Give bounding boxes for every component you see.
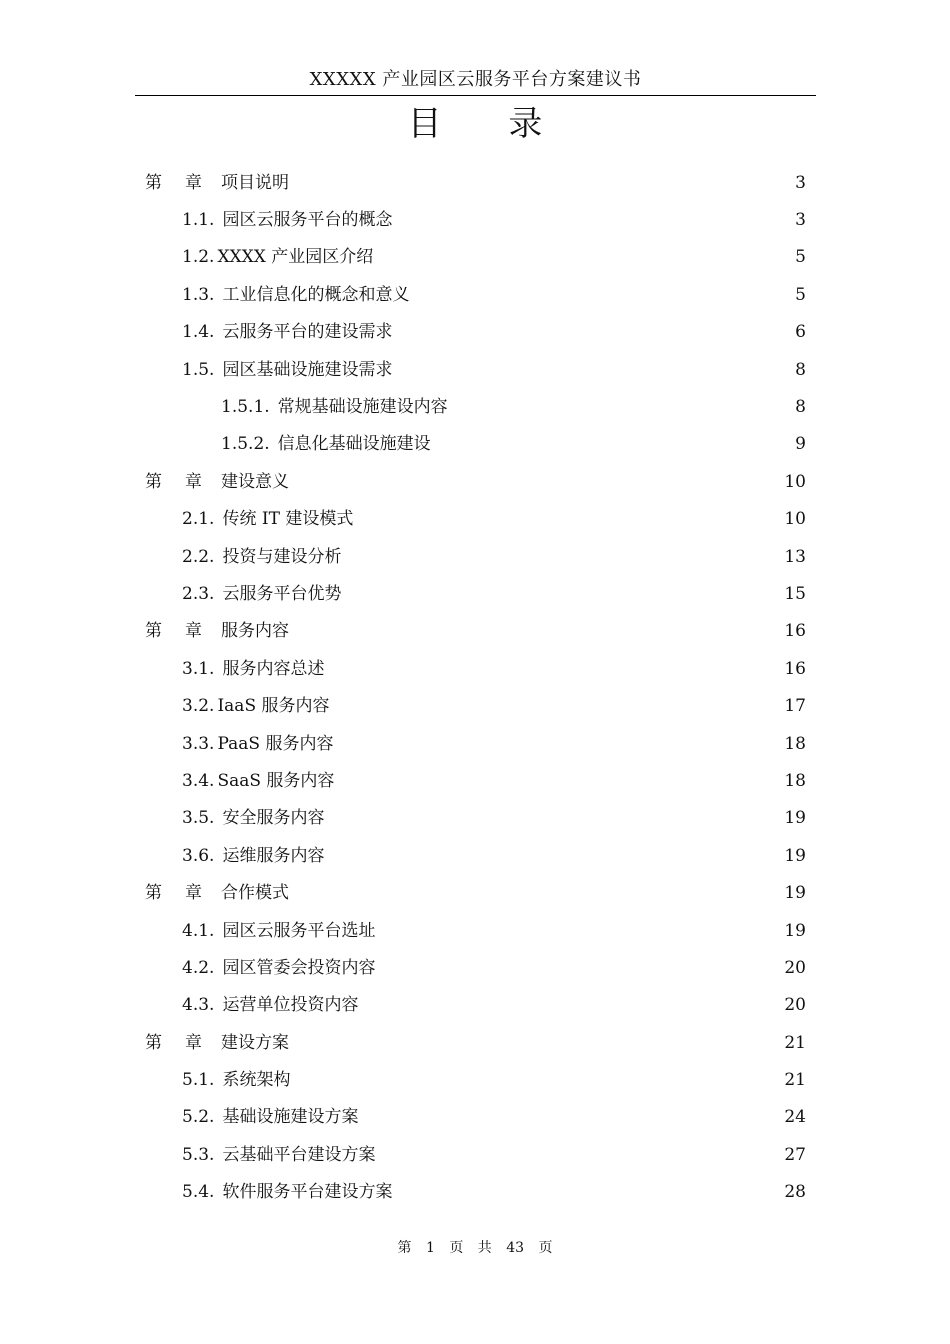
toc-section-entry[interactable] <box>0 239 950 276</box>
toc-section-entry[interactable] <box>0 837 950 874</box>
toc-dot-leader <box>293 172 775 194</box>
toc-entry-number: 1.3. <box>182 284 215 305</box>
toc-subsection-entry[interactable] <box>0 388 950 425</box>
toc-chapter-entry[interactable] <box>0 164 950 201</box>
toc-page-number: 6 <box>795 322 806 343</box>
toc-dot-leader <box>362 994 775 1016</box>
toc-entry-title: 常规基础设施建设内容 <box>277 397 448 418</box>
toc-page-number: 17 <box>784 696 806 717</box>
toc-entry-number: 4.3. <box>182 995 215 1016</box>
footer-label-before: 第 <box>397 1240 412 1256</box>
toc-page-number: 19 <box>784 845 806 866</box>
toc-page-number: 19 <box>784 808 806 829</box>
toc-chapter-label-a: 第 <box>145 621 162 642</box>
toc-page-number: 10 <box>784 509 806 530</box>
toc-page-number: 13 <box>784 546 806 567</box>
toc-dot-leader <box>396 1181 775 1203</box>
toc-dot-leader <box>328 845 775 867</box>
toc-page-number: 5 <box>795 247 806 268</box>
toc-dot-leader <box>396 359 775 381</box>
toc-dot-leader <box>338 770 775 792</box>
header-rule <box>135 95 816 96</box>
toc-entry-title: 云基础平台建设方案 <box>222 1144 376 1165</box>
toc-dot-leader <box>379 957 775 979</box>
footer-current-page: 1 <box>425 1240 435 1256</box>
toc-entry-title: 园区基础设施建设需求 <box>222 359 393 380</box>
toc-page-number: 15 <box>784 583 806 604</box>
toc-page-number: 19 <box>784 920 806 941</box>
toc-page-number: 20 <box>784 995 806 1016</box>
running-header: XXXXX 产业园区云服务平台方案建议书 <box>309 69 642 90</box>
toc-dot-leader <box>293 471 775 493</box>
toc-page-number: 3 <box>795 210 806 231</box>
toc-entry-number: 1.5.2. <box>221 434 270 455</box>
toc-page-number: 8 <box>795 397 806 418</box>
toc-entry-number: 3.5. <box>182 808 215 829</box>
toc-dot-leader <box>379 920 775 942</box>
toc-page-number: 5 <box>795 284 806 305</box>
toc-entry-title: IaaS 服务内容 <box>217 696 330 717</box>
toc-entry-number: 3.6. <box>182 845 215 866</box>
toc-dot-leader <box>379 1144 775 1166</box>
toc-section-entry[interactable] <box>0 762 950 799</box>
toc-chapter-label-a: 第 <box>145 172 162 193</box>
toc-dot-leader <box>435 433 775 455</box>
toc-entry-title: 系统架构 <box>222 1070 291 1091</box>
toc-entry-title: 云服务平台优势 <box>222 583 342 604</box>
toc-chapter-label-b: 章 <box>185 172 202 193</box>
toc-chapter-number <box>145 471 221 493</box>
toc-dot-leader <box>362 1106 775 1128</box>
toc-dot-leader <box>377 246 775 268</box>
toc-chapter-label-b: 章 <box>185 883 202 904</box>
toc-chapter-number <box>145 882 221 904</box>
toc-chapter-entry[interactable] <box>0 613 950 650</box>
toc-title: 目 录 <box>407 104 571 144</box>
toc-entry-title: 投资与建设分析 <box>222 546 342 567</box>
toc-page-number: 24 <box>784 1107 806 1128</box>
toc-section-entry[interactable] <box>0 276 950 313</box>
toc-page-number: 28 <box>784 1182 806 1203</box>
toc-entry-title: 项目说明 <box>221 172 289 193</box>
footer-label-after: 页 <box>538 1240 553 1256</box>
toc-page-number: 20 <box>784 957 806 978</box>
toc-entry-title: 运维服务内容 <box>222 845 325 866</box>
toc-section-entry[interactable] <box>0 1099 950 1136</box>
toc-entry-number: 2.1. <box>182 509 215 530</box>
table-of-contents <box>0 164 950 1211</box>
toc-entry-title: 园区云服务平台的概念 <box>222 210 393 231</box>
toc-entry-title: PaaS 服务内容 <box>217 733 334 754</box>
toc-section-entry[interactable] <box>0 1061 950 1098</box>
toc-page-number: 19 <box>784 883 806 904</box>
toc-entry-number: 4.2. <box>182 957 215 978</box>
footer-label-total: 共 <box>477 1240 492 1256</box>
toc-dot-leader <box>357 508 775 530</box>
toc-dot-leader <box>294 1069 775 1091</box>
toc-entry-number: 1.4. <box>182 322 215 343</box>
toc-page-number: 18 <box>784 770 806 791</box>
toc-dot-leader <box>293 620 775 642</box>
toc-entry-title: 传统 IT 建设模式 <box>222 509 354 530</box>
toc-dot-leader <box>345 583 775 605</box>
toc-entry-title: 建设意义 <box>221 471 289 492</box>
toc-page-number: 16 <box>784 621 806 642</box>
toc-entry-number: 5.3. <box>182 1144 215 1165</box>
toc-subsection-entry[interactable] <box>0 426 950 463</box>
toc-chapter-entry[interactable] <box>0 874 950 911</box>
toc-page-number: 27 <box>784 1144 806 1165</box>
toc-entry-title: XXXX 产业园区介绍 <box>217 247 374 268</box>
toc-dot-leader <box>334 695 776 717</box>
toc-dot-leader <box>328 807 775 829</box>
toc-entry-number: 5.1. <box>182 1070 215 1091</box>
toc-dot-leader <box>293 1032 775 1054</box>
toc-section-entry[interactable] <box>0 650 950 687</box>
toc-dot-leader <box>337 733 775 755</box>
toc-entry-title: 工业信息化的概念和意义 <box>222 284 410 305</box>
page-footer <box>0 1238 950 1258</box>
toc-page-number: 10 <box>784 471 806 492</box>
toc-entry-number: 3.4. <box>182 770 215 791</box>
toc-entry-number: 1.1. <box>182 210 215 231</box>
toc-chapter-number <box>145 172 221 194</box>
toc-section-entry[interactable] <box>0 538 950 575</box>
toc-section-entry[interactable] <box>0 201 950 238</box>
toc-section-entry[interactable] <box>0 501 950 538</box>
toc-entry-number: 3.1. <box>182 658 215 679</box>
toc-dot-leader <box>345 546 775 568</box>
toc-entry-title: 服务内容 <box>221 621 289 642</box>
toc-page-number: 21 <box>784 1070 806 1091</box>
toc-entry-number: 2.2. <box>182 546 215 567</box>
toc-entry-number: 1.2. <box>182 247 215 268</box>
toc-entry-number: 1.5.1. <box>221 397 270 418</box>
toc-dot-leader <box>396 209 775 231</box>
toc-section-entry[interactable] <box>0 725 950 762</box>
toc-section-entry[interactable] <box>0 987 950 1024</box>
toc-entry-title: 建设方案 <box>221 1032 289 1053</box>
toc-page-number: 9 <box>795 434 806 455</box>
toc-entry-title: 合作模式 <box>221 883 289 904</box>
toc-chapter-entry[interactable] <box>0 1024 950 1061</box>
toc-section-entry[interactable] <box>0 1136 950 1173</box>
footer-total-pages: 43 <box>506 1240 525 1256</box>
toc-entry-title: 软件服务平台建设方案 <box>222 1182 393 1203</box>
toc-entry-number: 1.5. <box>182 359 215 380</box>
toc-chapter-label-b: 章 <box>185 1032 202 1053</box>
toc-entry-number: 5.4. <box>182 1182 215 1203</box>
toc-dot-leader <box>328 658 775 680</box>
toc-entry-number: 5.2. <box>182 1107 215 1128</box>
toc-entry-title: 信息化基础设施建设 <box>277 434 431 455</box>
toc-page-number: 21 <box>784 1032 806 1053</box>
toc-chapter-entry[interactable] <box>0 463 950 500</box>
toc-chapter-label-a: 第 <box>145 471 162 492</box>
toc-section-entry[interactable] <box>0 575 950 612</box>
footer-label-page: 页 <box>449 1240 464 1256</box>
toc-chapter-label-a: 第 <box>145 1032 162 1053</box>
toc-section-entry[interactable] <box>0 1174 950 1211</box>
toc-section-entry[interactable] <box>0 314 950 351</box>
toc-entry-number: 4.1. <box>182 920 215 941</box>
toc-section-entry[interactable] <box>0 949 950 986</box>
toc-dot-leader <box>293 882 775 904</box>
toc-entry-title: 基础设施建设方案 <box>222 1107 359 1128</box>
toc-page-number: 8 <box>795 359 806 380</box>
toc-dot-leader <box>452 396 775 418</box>
toc-section-entry[interactable] <box>0 800 950 837</box>
toc-page-number: 16 <box>784 658 806 679</box>
toc-entry-number: 3.2. <box>182 696 215 717</box>
toc-entry-number: 2.3. <box>182 583 215 604</box>
toc-chapter-number <box>145 620 221 642</box>
toc-section-entry[interactable] <box>0 687 950 724</box>
toc-entry-title: SaaS 服务内容 <box>217 770 335 791</box>
toc-entry-number: 3.3. <box>182 733 215 754</box>
toc-entry-title: 服务内容总述 <box>222 658 325 679</box>
toc-entry-title: 园区云服务平台选址 <box>222 920 376 941</box>
toc-chapter-number <box>145 1032 221 1054</box>
toc-dot-leader <box>413 284 775 306</box>
toc-section-entry[interactable] <box>0 912 950 949</box>
toc-chapter-label-b: 章 <box>185 471 202 492</box>
toc-chapter-label-a: 第 <box>145 883 162 904</box>
toc-page-number: 18 <box>784 733 806 754</box>
toc-dot-leader <box>396 321 775 343</box>
toc-entry-title: 云服务平台的建设需求 <box>222 322 393 343</box>
toc-entry-title: 运营单位投资内容 <box>222 995 359 1016</box>
toc-page-number: 3 <box>795 172 806 193</box>
toc-chapter-label-b: 章 <box>185 621 202 642</box>
toc-entry-title: 安全服务内容 <box>222 808 325 829</box>
toc-entry-title: 园区管委会投资内容 <box>222 957 376 978</box>
toc-section-entry[interactable] <box>0 351 950 388</box>
